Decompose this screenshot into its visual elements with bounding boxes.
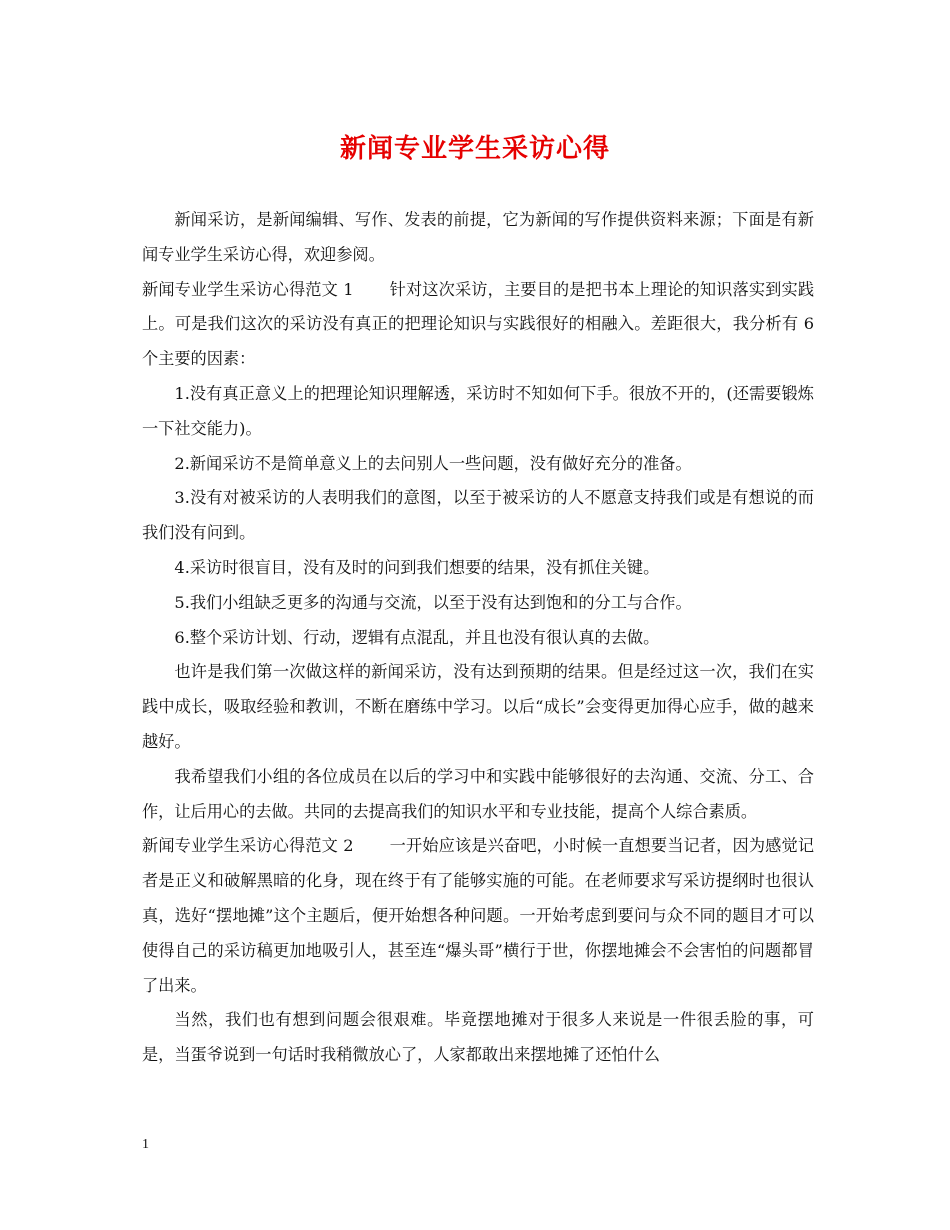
- sample-1-heading: 新闻专业学生采访心得范文 1: [142, 279, 354, 299]
- reflection-paragraph: 也许是我们第一次做这样的新闻采访，没有达到预期的结果。但是经过这一次，我们在实践中成长，吸取经验和教训，不断在磨练中学习。以后“成长”会变得更加得心应手，做的越来越好。: [142, 662, 814, 751]
- sample-2-heading: 新闻专业学生采访心得范文 2: [142, 836, 354, 856]
- sample-2-text: 一开始应该是兴奋吧，小时候一直想要当记者，因为感觉记者是正义和破解黑暗的化身，现在终于有了能够实施的可能。在老师要求写采访提纲时也很认真，选好“摆地摊”这个主题后，便开始想各种问题。一开始考虑到要问与众不同的题目才可以使得自己的采访稿更加地吸引人，甚至连“爆头哥”横行于世，你摆地摊会不会害怕的问题都冒了出来。: [142, 836, 815, 995]
- document-title: 新闻专业学生采访心得: [339, 134, 610, 164]
- hope-paragraph: 我希望我们小组的各位成员在以后的学习中和实践中能够很好的去沟通、交流、分工、合作，让后用心的去做。共同的去提高我们的知识水平和专业技能，提高个人综合素质。: [142, 766, 814, 821]
- intro-paragraph: 新闻采访，是新闻编辑、写作、发表的前提，它为新闻的写作提供资料来源；下面是有新闻专业学生采访心得，欢迎参阅。: [142, 210, 814, 264]
- difficulty-paragraph: 当然，我们也有想到问题会很艰难。毕竟摆地摊对于很多人来说是一件很丢脸的事，可是，当蛋爷说到一句话时我稍微放心了，人家都敢出来摆地摊了还怕什么: [142, 1010, 814, 1065]
- factor-1-paragraph: 1.没有真正意义上的把理论知识理解透，采访时不知如何下手。很放不开的，(还需要锻炼一下社交能力)。: [142, 383, 814, 438]
- sample-1-paragraph: [142, 273, 814, 377]
- factor-3-paragraph: 3.没有对被采访的人表明我们的意图，以至于被采访的人不愿意支持我们或是有想说的而我们没有问到。: [142, 488, 814, 543]
- factor-4-paragraph: 4.采访时很盲目，没有及时的问到我们想要的结果，没有抓住关键。: [174, 557, 660, 577]
- page-number: 1: [142, 1137, 149, 1152]
- factor-6-paragraph: 6.整个采访计划、行动，逻辑有点混乱，并且也没有很认真的去做。: [174, 627, 660, 647]
- sample-2-paragraph: [142, 829, 814, 1003]
- factor-2-paragraph: 2.新闻采访不是简单意义上的去问别人一些问题，没有做好充分的准备。: [174, 453, 692, 473]
- document-body: [142, 203, 814, 1073]
- factor-5-paragraph: 5.我们小组缺乏更多的沟通与交流，以至于没有达到饱和的分工与合作。: [174, 592, 692, 612]
- sample-1-text: 针对这次采访，主要目的是把书本上理论的知识落实到实践上。可是我们这次的采访没有真正的把理论知识与实践很好的相融入。差距很大，我分析有 6 个主要的因素：: [142, 279, 815, 369]
